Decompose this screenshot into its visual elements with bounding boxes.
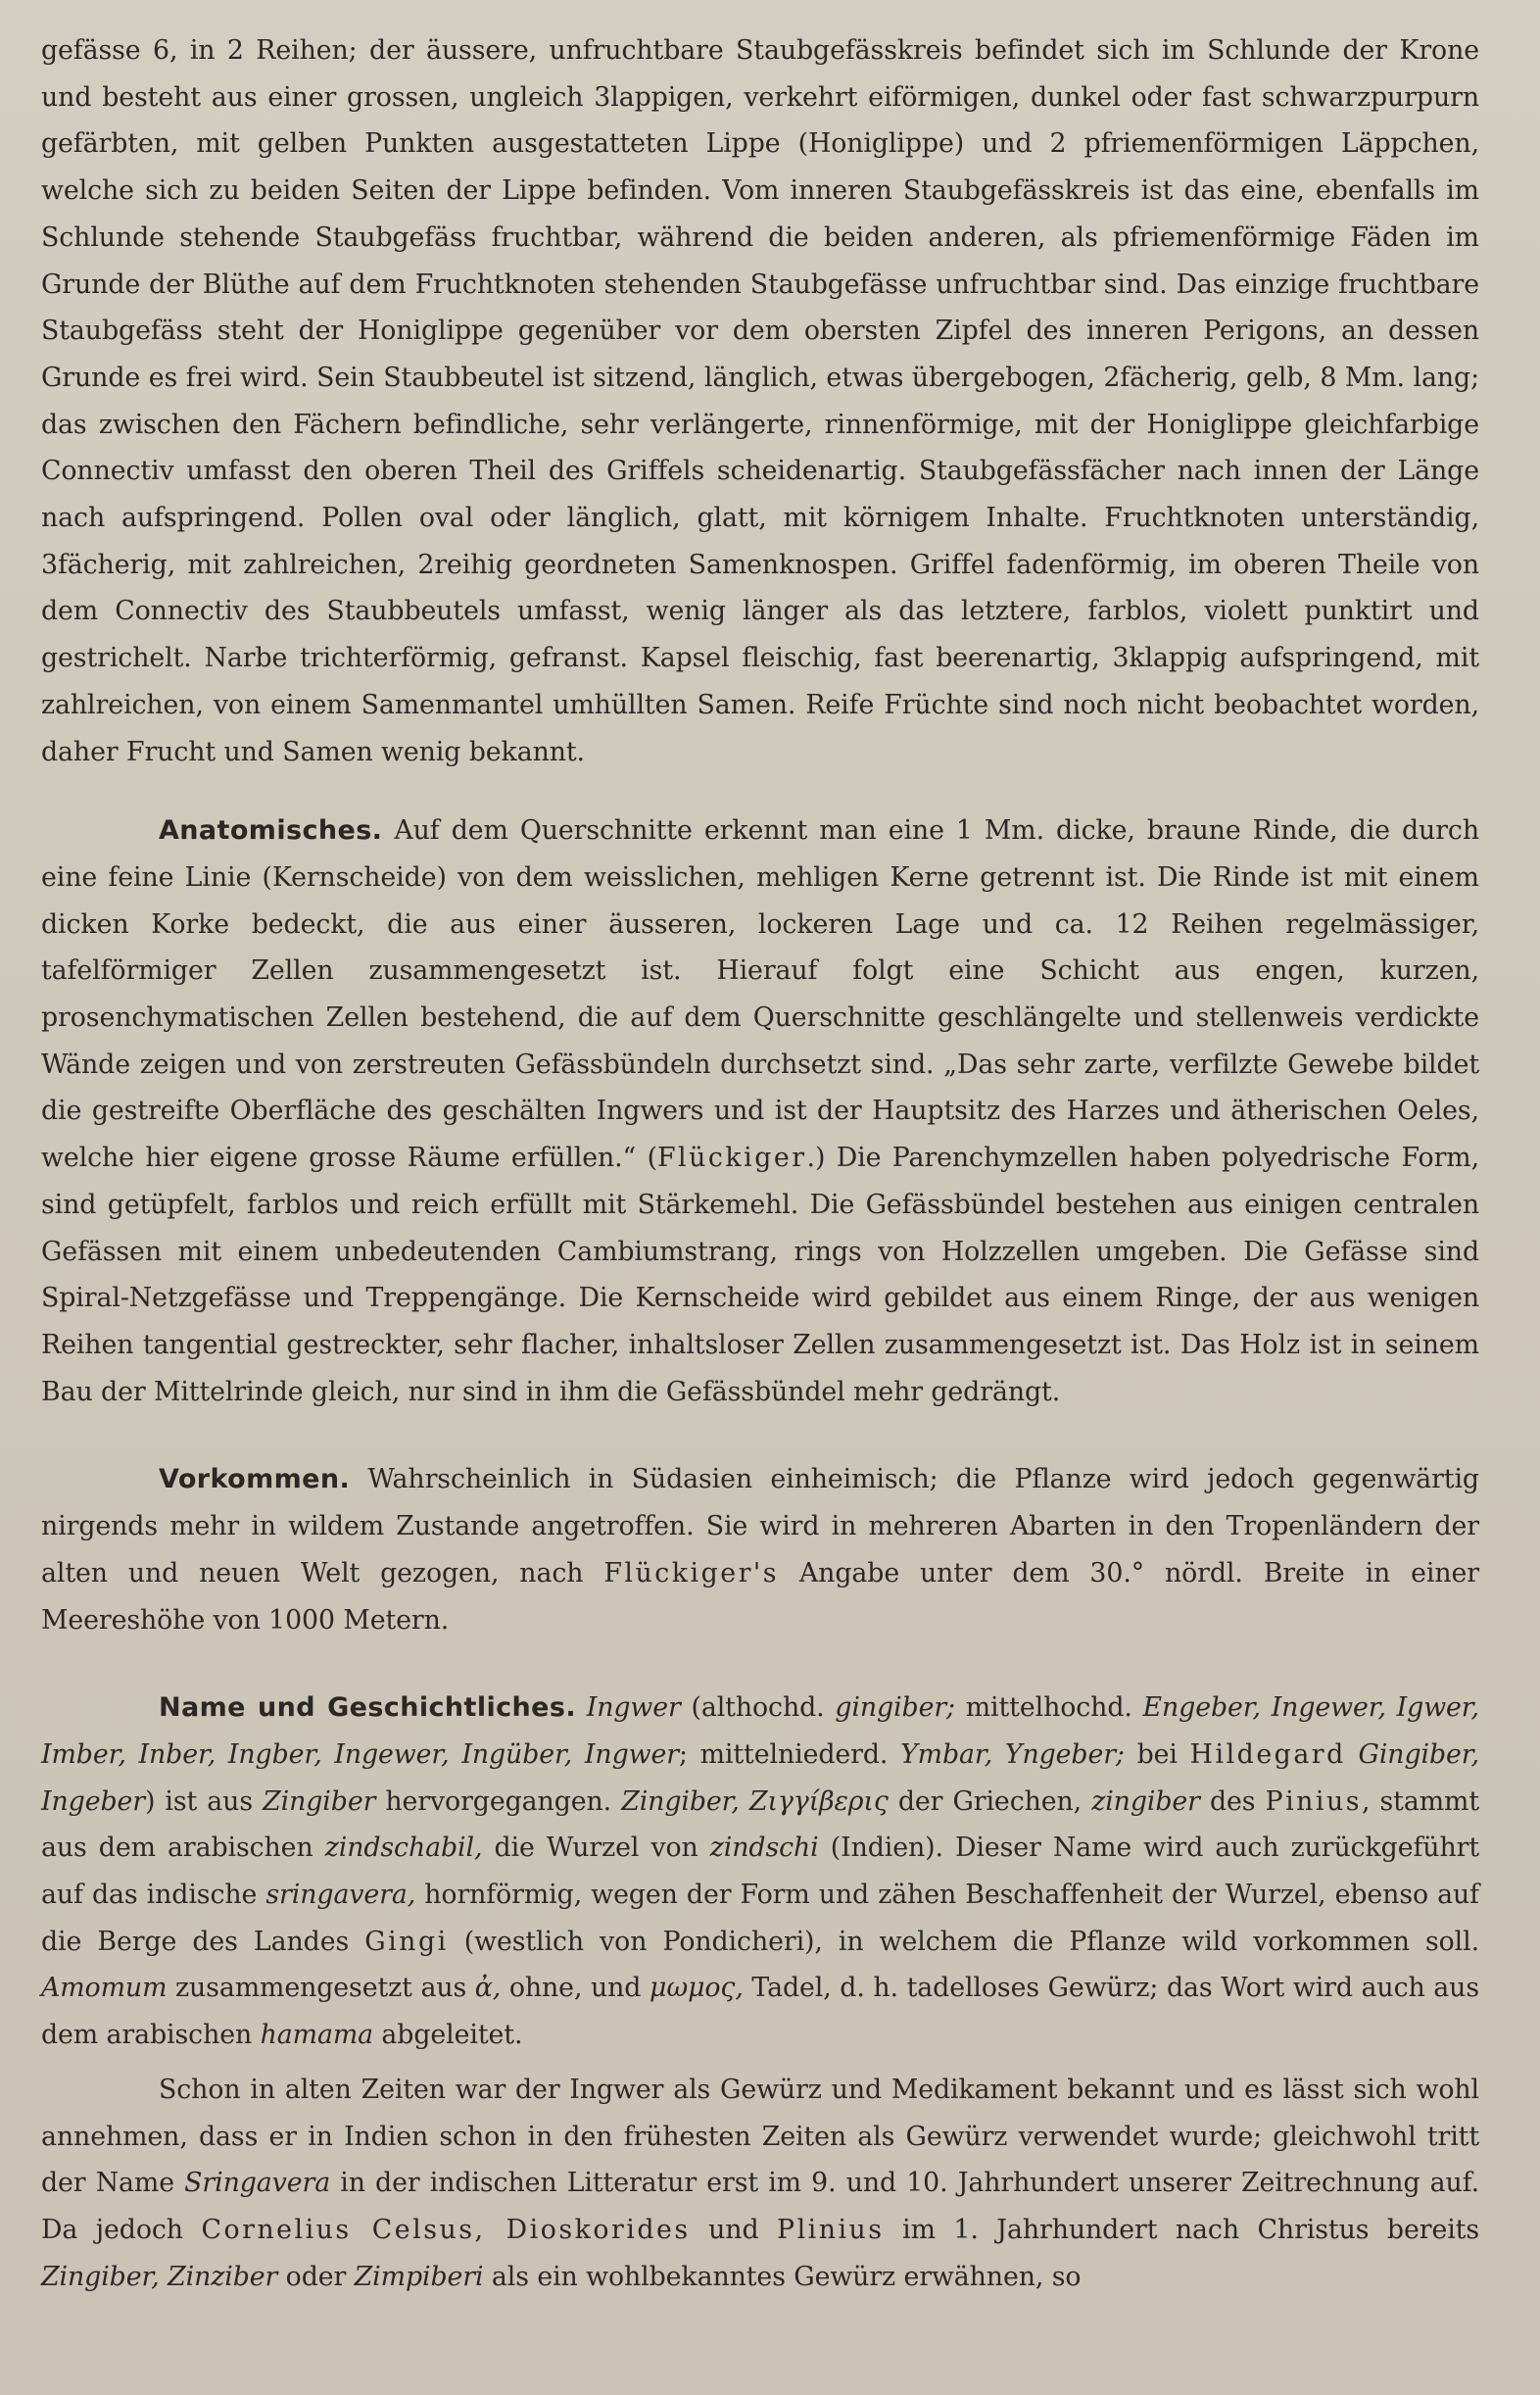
text-run: und [690, 2214, 778, 2245]
italic-term: zindschi [709, 1833, 819, 1864]
italic-term: Sringavera [184, 2168, 331, 2199]
italic-term: Zingiber, Ζιγγίβερις [621, 1785, 889, 1817]
italic-term: Zingiber [263, 1785, 376, 1817]
paragraph-flower-description [41, 27, 1479, 775]
text-run: Auf dem Querschnitte erkennt man eine 1 Mm. dicke, braune Rinde, die durch eine feine Linie (Kernscheide) von dem weisslichen, mehligen Kerne getrennt ist. Die Rinde ist mit einem dicken Korke bedeckt, die aus einer äusseren, lockeren Lage und ca. 12 Reihen regelmässiger, tafelförmiger Zellen zusammengesetzt ist. Hierauf folgt eine Schicht aus engen, kurzen, prosenchymatischen Zellen bestehend, die auf dem Querschnitte geschlängelte und stellenweis verdickte Wände zeigen und von zerstreuten Gefässbündeln durchsetzt sind. „Das sehr zarte, verfilzte Gewebe bildet die gestreifte Oberfläche des geschälten Ingwers und ist der Hauptsitz des Harzes und ätherischen Oeles, welche hier eigene grosse Räume erfüllen.“ ( [41, 815, 1479, 1174]
author-name: Pinius [1265, 1785, 1362, 1817]
section-heading-name-und-geschichtliches: Name und Geschichtliches. [159, 1692, 576, 1724]
paragraph-name-und-geschichtliches [41, 1685, 1479, 2059]
text-run: (Indien). Dieser Name wird auch zurückgeführt auf das indische [41, 1833, 1480, 1911]
text-run: (westlich von Pondicheri), in welchem die Pflanze wild vorkommen soll. [448, 1926, 1479, 1957]
italic-term: Amomum [41, 1973, 168, 2004]
italic-term: μωμος, [650, 1973, 744, 2004]
italic-term: Ingwer [586, 1692, 681, 1724]
paragraph-vorkommen [41, 1456, 1479, 1643]
italic-term: gingiber; [835, 1692, 955, 1724]
text-run: (althochd. [680, 1692, 836, 1724]
text-run: Tadel, d. h. tadelloses Gewürz; das Wort wird auch aus dem arabischen [41, 1973, 1479, 2051]
text-run: bei [1124, 1738, 1190, 1770]
italic-term: sringavera, [265, 1880, 416, 1911]
text-run: gefässe 6, in 2 Reihen; der äussere, unfruchtbare Staubgefässkreis befindet sich im Schlunde der Krone und besteht aus einer grossen, ungleich 3lappigen, verkehrt eiförmigen, dunkel oder fast schwarzpurpurn gefärbten, mit gelben Punkten ausgestatteten Lippe (Honiglippe) und 2 pfriemenförmigen Läppchen, welche sich zu beiden Seiten der Lippe befinden. Vom inneren Staubgefässkreis ist das eine, ebenfalls im Schlunde stehende Staubgefäss fruchtbar, während die beiden anderen, als pfriemenförmige Fäden im Grunde der Blüthe auf dem Fruchtknoten stehenden Staubgefässe unfruchtbar sind. Das einzige fruchtbare Staubgefäss steht der Honiglippe gegenüber vor dem obersten Zipfel des inneren Perigons, an dessen Grunde es frei wird. Sein Staubbeutel ist sitzend, länglich, etwas übergebogen, 2fächerig, gelb, 8 Mm. lang; das zwischen den Fächern befindliche, sehr verlängerte, rinnenförmige, mit der Honiglippe gleichfarbige Connectiv umfasst den oberen Theil des Griffels scheidenartig. Staubgefässfächer nach innen der Länge nach aufspringend. Pollen oval oder länglich, glatt, mit körnigem Inhalte. Fruchtknoten unterständig, 3fächerig, mit zahlreichen, 2reihig geordneten Samenknospen. Griffel fadenförmig, im oberen Theile von dem Connectiv des Staubbeutels umfasst, wenig länger als das letztere, farblos, violett punktirt und gestrichelt. Narbe trichterförmig, gefranst. Kapsel fleischig, fast beerenartig, 3klappig aufspringend, mit zahlreichen, von einem Samenmantel umhüllten Samen. Reife Früchte sind noch nicht beobachtet worden, daher Frucht und Samen wenig bekannt. [41, 35, 1479, 767]
text-run: Angabe unter dem 30.° nördl. Breite in einer Meereshöhe von 1000 Metern. [41, 1557, 1479, 1636]
text-run: ) ist aus [144, 1785, 264, 1817]
author-name: Flückiger's [603, 1557, 780, 1589]
text-run: hervorgegangen. [375, 1785, 622, 1817]
text-run: .) Die Parenchymzellen haben polyedrische Form, sind getüpfelt, farblos und reich erfüllt mit Stärkemehl. Die Gefässbündel bestehen aus einigen centralen Gefässen mit einem unbedeutenden Cambiumstrang, rings von Holzzellen umgeben. Die Gefässe sind Spiral-Netzgefässe und Treppengänge. Die Kernscheide wird gebildet aus einem Ringe, der aus wenigen Reihen tangential gestreckter, sehr flacher, inhaltsloser Zellen zusammengesetzt ist. Das Holz ist in seinem Bau der Mittelrinde gleich, nur sind in ihm die Gefässbündel mehr gedrängt. [41, 1143, 1480, 1407]
text-run: die Wurzel von [482, 1833, 710, 1864]
author-name: Hildegard [1189, 1738, 1346, 1770]
section-heading-vorkommen: Vorkommen. [159, 1464, 351, 1495]
text-run: oder [277, 2261, 355, 2292]
text-run: Schon in alten Zeiten war der Ingwer als Gewürz und Medikament bekannt und es lässt sich wohl annehmen, dass er in Indien schon in den frühesten Zeiten als Gewürz verwendet wurde; gleichwohl tritt der Name [41, 2074, 1479, 2199]
text-run [576, 1692, 587, 1723]
paragraph-anatomisches [41, 807, 1479, 1415]
section-heading-anatomisches: Anatomisches. [159, 815, 383, 847]
text-run [1346, 1739, 1359, 1770]
text-run: abgeleitet. [373, 2020, 523, 2051]
text-run: in der indischen Litteratur erst im 9. und 10. Jahrhundert unserer Zeitrechnung auf. Da jedoch [41, 2168, 1479, 2245]
text-run: im 1. Jahrhundert nach Christus bereits [884, 2214, 1479, 2245]
text-run: mittelhochd. [954, 1692, 1143, 1724]
italic-term: hamama [260, 2020, 374, 2051]
italic-term: Gingiber, Ingeber [41, 1738, 1479, 1817]
author-name: Plinius [777, 2214, 885, 2245]
text-run: ohne, und [501, 1973, 650, 2004]
italic-term: Ymbar, Yngeber; [900, 1738, 1125, 1770]
italic-term: ἀ, [474, 1973, 502, 2004]
italic-term: zindschabil, [324, 1833, 483, 1864]
italic-term: zingiber [1091, 1785, 1200, 1817]
paragraph-history [41, 2067, 1479, 2301]
text-run: , stammt aus dem arabischen [41, 1785, 1479, 1864]
text-run: der Griechen, [888, 1785, 1092, 1817]
place-name: Gingi [364, 1926, 449, 1957]
italic-term: Zingiber, Zinziber [41, 2261, 278, 2292]
italic-term: Zimpiberi [354, 2261, 484, 2292]
text-run: Wahrscheinlich in Südasien einheimisch; die Pflanze wird jedoch gegenwärtig nirgends mehr in wildem Zustande angetroffen. Sie wird in mehreren Abarten in den Tropenländern der alten und neuen Welt gezogen, nach [41, 1464, 1479, 1589]
italic-term: Engeber, Ingewer, Igwer, Imber, Inber, Ingber, Ingewer, Ingüber, Ingwer [41, 1692, 1479, 1770]
text-run: hornförmig, wegen der Form und zähen Beschaffenheit der Wurzel, ebenso auf die Berge des Landes [41, 1880, 1479, 1957]
author-name: Flückiger [656, 1143, 807, 1174]
text-run: zusammengesetzt aus [167, 1973, 475, 2004]
text-run: als ein wohlbekanntes Gewürz erwähnen, so [483, 2261, 1082, 2292]
text-run: ; mittelniederd. [678, 1738, 901, 1770]
text-run: des [1199, 1785, 1266, 1817]
author-name: Cornelius Celsus, Dioskorides [201, 2214, 691, 2245]
